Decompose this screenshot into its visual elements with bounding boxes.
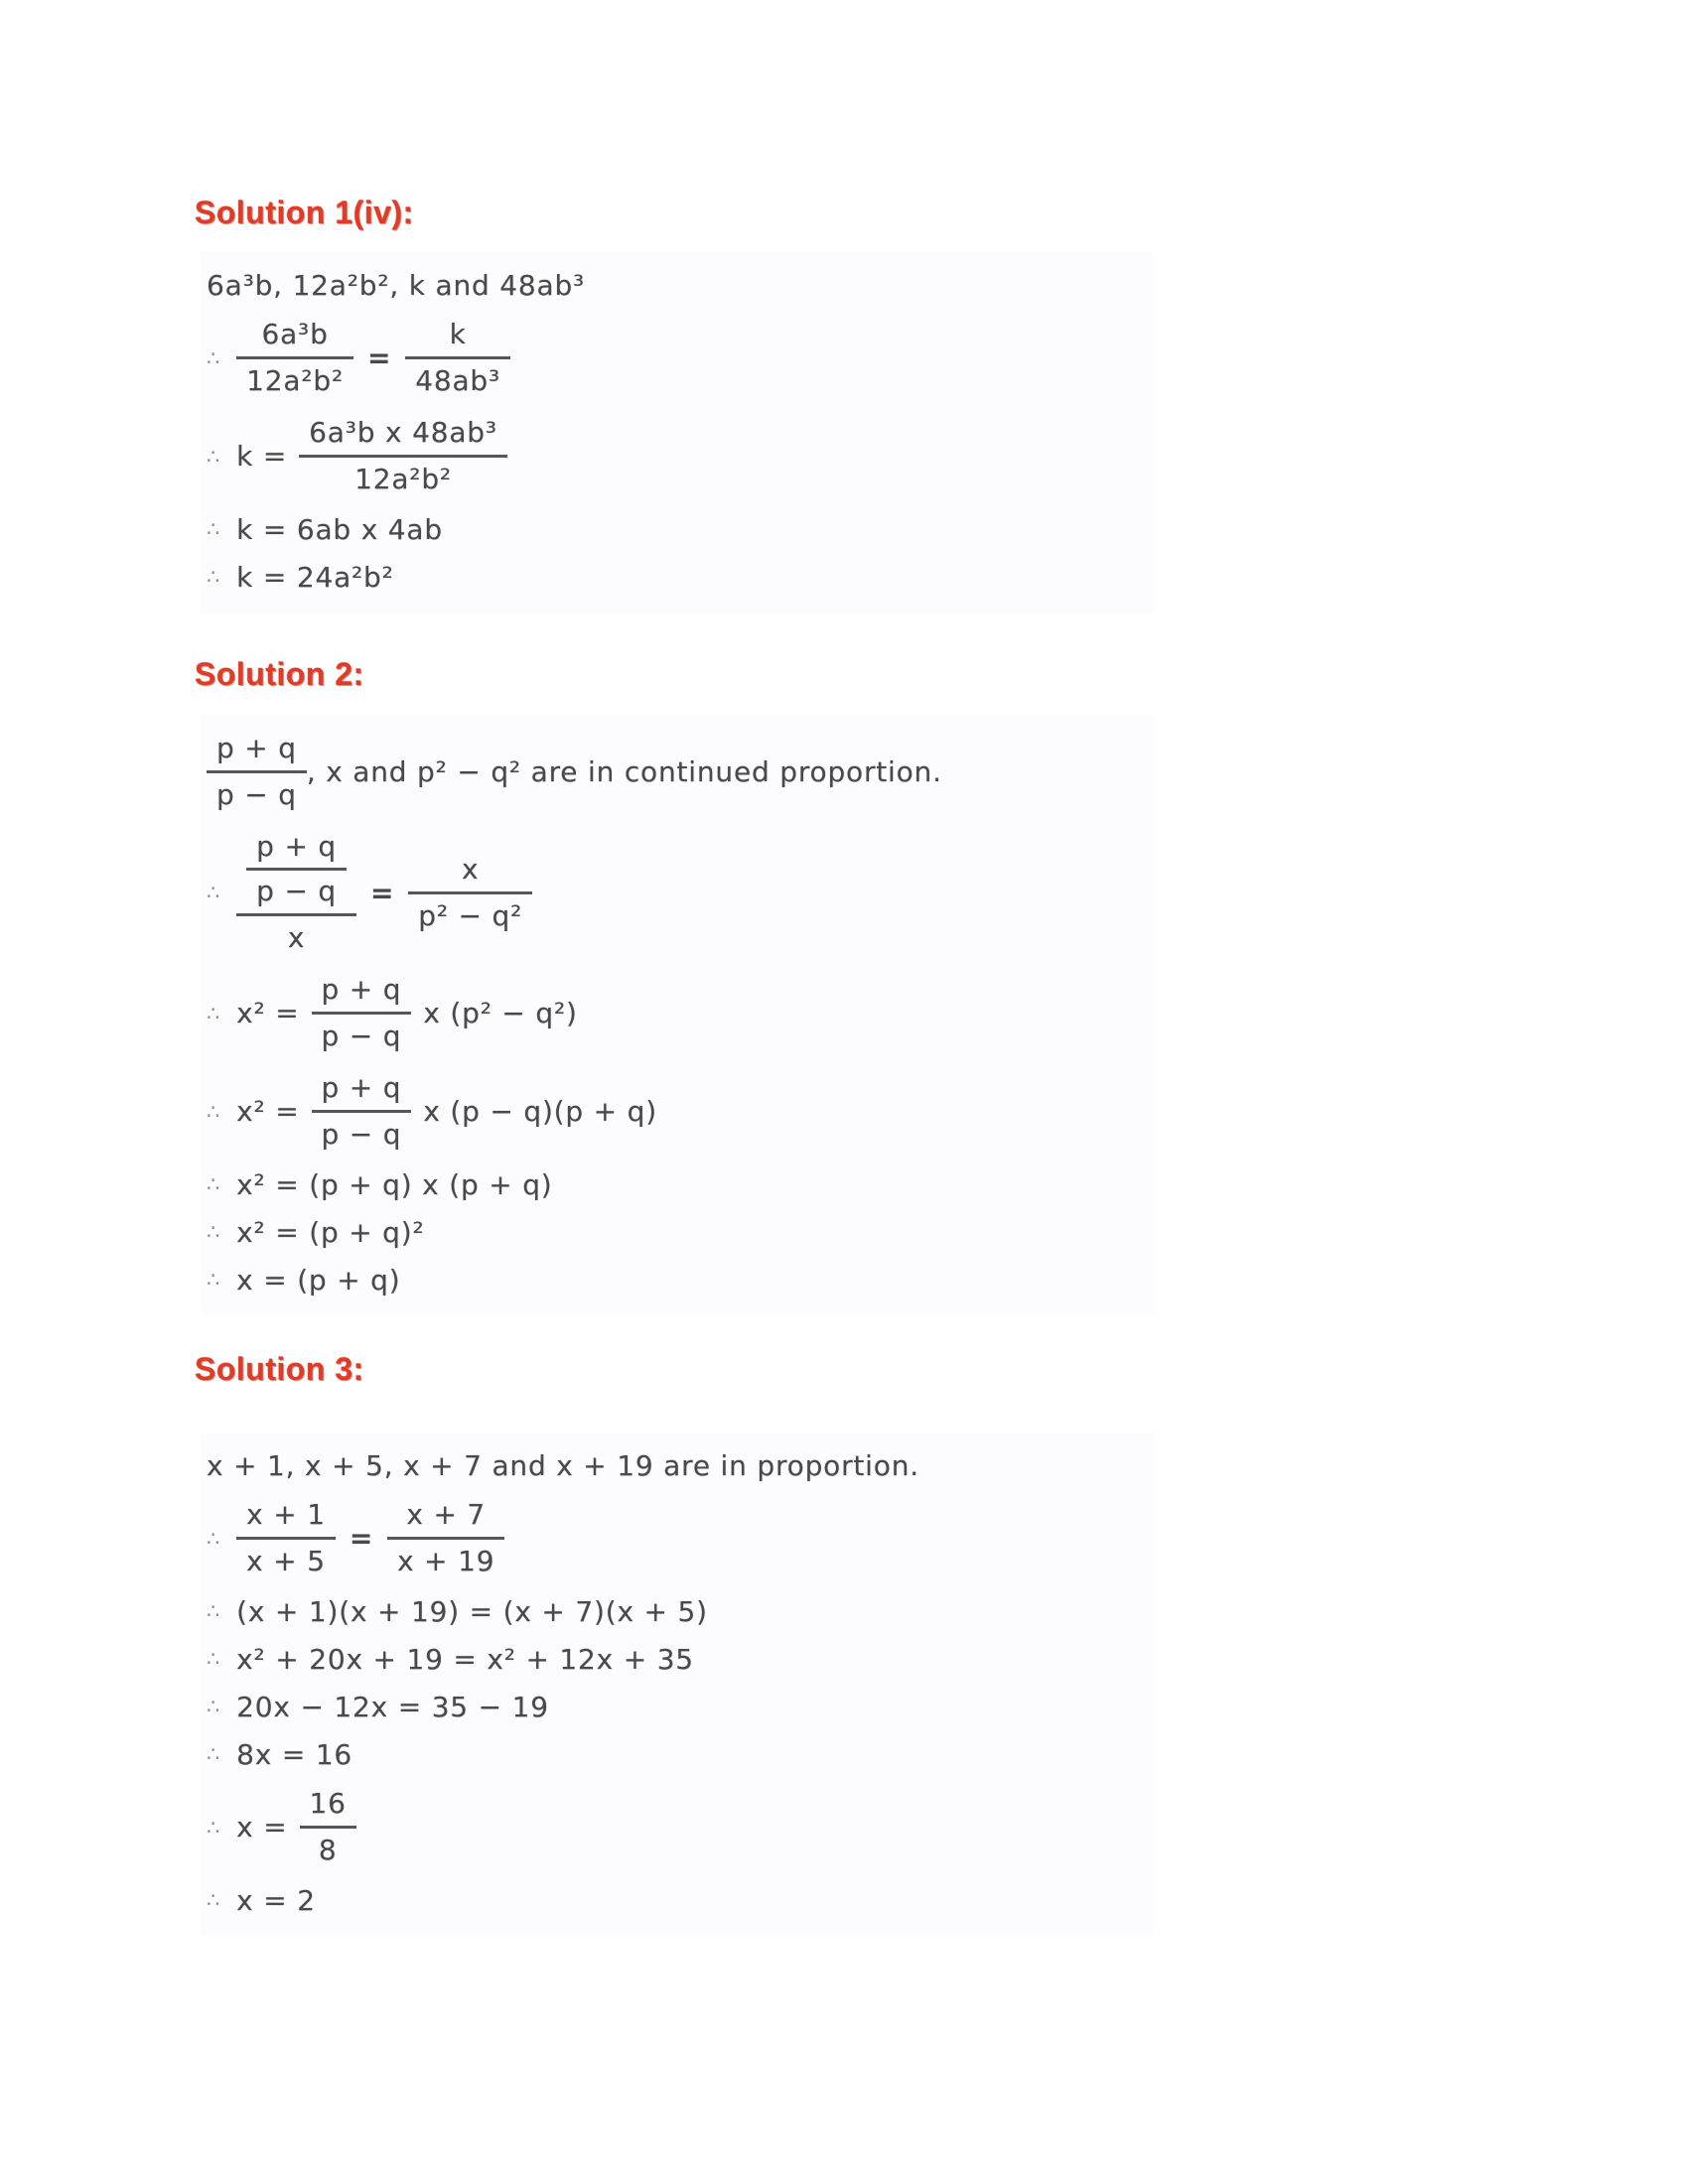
therefore-symbol: ∴ [207, 881, 221, 904]
fraction-denominator: x + 5 [236, 1537, 336, 1581]
therefore-symbol: ∴ [207, 1172, 221, 1196]
math-text: x² = [236, 1095, 300, 1128]
math-line-equation [207, 411, 1136, 501]
math-line-equation [207, 1734, 1136, 1774]
fraction-numerator: k [449, 318, 467, 350]
fraction-numerator: p + q [321, 1071, 402, 1104]
math-text: (x + 1)(x + 19) = (x + 7)(x + 5) [236, 1594, 708, 1628]
math-block-solution-2 [201, 715, 1154, 1315]
fraction-numerator: 16 [309, 1787, 347, 1820]
fraction-numerator: p + q [321, 973, 402, 1006]
math-text: x² = [236, 997, 300, 1029]
therefore-symbol: ∴ [207, 1888, 221, 1912]
fraction [207, 729, 307, 815]
therefore-symbol: ∴ [207, 1815, 221, 1840]
math-line-equation [207, 1493, 1136, 1583]
math-block-solution-1 [201, 253, 1154, 613]
fraction-denominator: 8 [300, 1826, 356, 1870]
fraction-numerator: p + q [216, 732, 297, 764]
therefore-symbol: ∴ [207, 1695, 221, 1718]
fraction [405, 315, 510, 401]
math-line-equation [207, 1591, 1136, 1631]
math-text: 20x − 12x = 35 − 19 [236, 1690, 549, 1723]
math-line-given [207, 265, 1136, 305]
fraction-numerator: x [461, 852, 480, 886]
fraction [312, 970, 412, 1056]
math-text: x = 2 [236, 1883, 316, 1917]
therefore-symbol: ∴ [207, 345, 221, 370]
fraction-numerator: p + q [256, 830, 337, 863]
equals-sign: = [349, 1522, 374, 1555]
fraction-numerator: x + 1 [246, 1498, 326, 1531]
solution-section-2 [195, 656, 1628, 1315]
math-text: , x and p² − q² are in continued proportion. [306, 755, 942, 788]
fraction-denominator: 12a²b² [299, 455, 507, 499]
math-line-equation [207, 1260, 1136, 1299]
fraction-numerator: 6a³b [261, 318, 329, 350]
fraction [408, 850, 532, 936]
fraction-numerator [236, 827, 356, 913]
therefore-symbol: ∴ [207, 1268, 221, 1292]
fraction-numerator: 6a³b x 48ab³ [309, 416, 497, 449]
math-text: x = (p + q) [236, 1263, 401, 1297]
math-line-equation [207, 509, 1136, 549]
fraction-denominator: x + 19 [387, 1537, 504, 1581]
fraction [387, 1495, 504, 1581]
math-line-equation [207, 1066, 1136, 1157]
math-text: k = [236, 440, 288, 473]
therefore-symbol: ∴ [207, 1599, 221, 1623]
math-line-equation [207, 1212, 1136, 1252]
math-text: x (p² − q²) [423, 997, 578, 1029]
fraction-denominator: x [236, 913, 356, 958]
fraction [236, 1495, 336, 1581]
math-text: x (p − q)(p + q) [423, 1095, 657, 1128]
therefore-symbol: ∴ [207, 1526, 221, 1551]
math-line-equation [207, 968, 1136, 1058]
math-line-equation [207, 1164, 1136, 1204]
math-text: x² = (p + q)² [236, 1215, 425, 1249]
solution-heading: Solution 3: [195, 1351, 364, 1387]
fraction-numerator: x + 7 [406, 1498, 487, 1531]
math-line-equation [207, 313, 1136, 403]
therefore-symbol: ∴ [207, 517, 221, 541]
solution-heading: Solution 1(iv): [195, 195, 414, 230]
math-line-equation [207, 1687, 1136, 1726]
math-line-equation [207, 1639, 1136, 1679]
math-line-equation [207, 825, 1136, 960]
math-text: k = 24a²b² [236, 560, 394, 594]
solution-section-3 [195, 1351, 1628, 1936]
fraction-denominator: 48ab³ [405, 356, 510, 401]
therefore-symbol: ∴ [207, 1647, 221, 1671]
math-text: x² + 20x + 19 = x² + 12x + 35 [236, 1642, 694, 1676]
fraction-denominator: p − q [246, 868, 347, 910]
math-line-given [207, 1445, 1136, 1485]
fraction-denominator: p − q [312, 1110, 412, 1155]
math-line-equation [207, 1782, 1136, 1872]
math-block-solution-3 [201, 1433, 1154, 1936]
fraction [300, 1784, 356, 1870]
fraction-inner [246, 828, 347, 910]
equals-sign: = [366, 341, 392, 374]
therefore-symbol: ∴ [207, 1220, 221, 1244]
fraction-denominator: p² − q² [408, 891, 532, 936]
fraction [299, 413, 507, 499]
solution-section-1 [195, 195, 1628, 613]
math-text: x + 1, x + 5, x + 7 and x + 19 are in proportion. [207, 1448, 919, 1482]
fraction-denominator: p − q [312, 1012, 412, 1056]
fraction-denominator: 12a²b² [236, 356, 353, 401]
therefore-symbol: ∴ [207, 565, 221, 589]
fraction-denominator: p − q [207, 770, 307, 815]
therefore-symbol: ∴ [207, 444, 221, 469]
therefore-symbol: ∴ [207, 1742, 221, 1766]
math-line-given [207, 727, 1136, 817]
math-text: 8x = 16 [236, 1737, 353, 1771]
fraction [236, 315, 353, 401]
math-text: x² = (p + q) x (p + q) [236, 1167, 553, 1201]
math-line-equation [207, 1880, 1136, 1920]
fraction [312, 1068, 412, 1155]
solution-heading: Solution 2: [195, 656, 364, 692]
math-text: x = [236, 1811, 288, 1843]
math-line-equation [207, 557, 1136, 597]
therefore-symbol: ∴ [207, 1001, 221, 1025]
math-text: 6a³b, 12a²b², k and 48ab³ [207, 268, 586, 302]
fraction-nested [236, 827, 356, 958]
equals-sign: = [369, 876, 395, 909]
therefore-symbol: ∴ [207, 1099, 221, 1124]
math-text: k = 6ab x 4ab [236, 512, 443, 546]
